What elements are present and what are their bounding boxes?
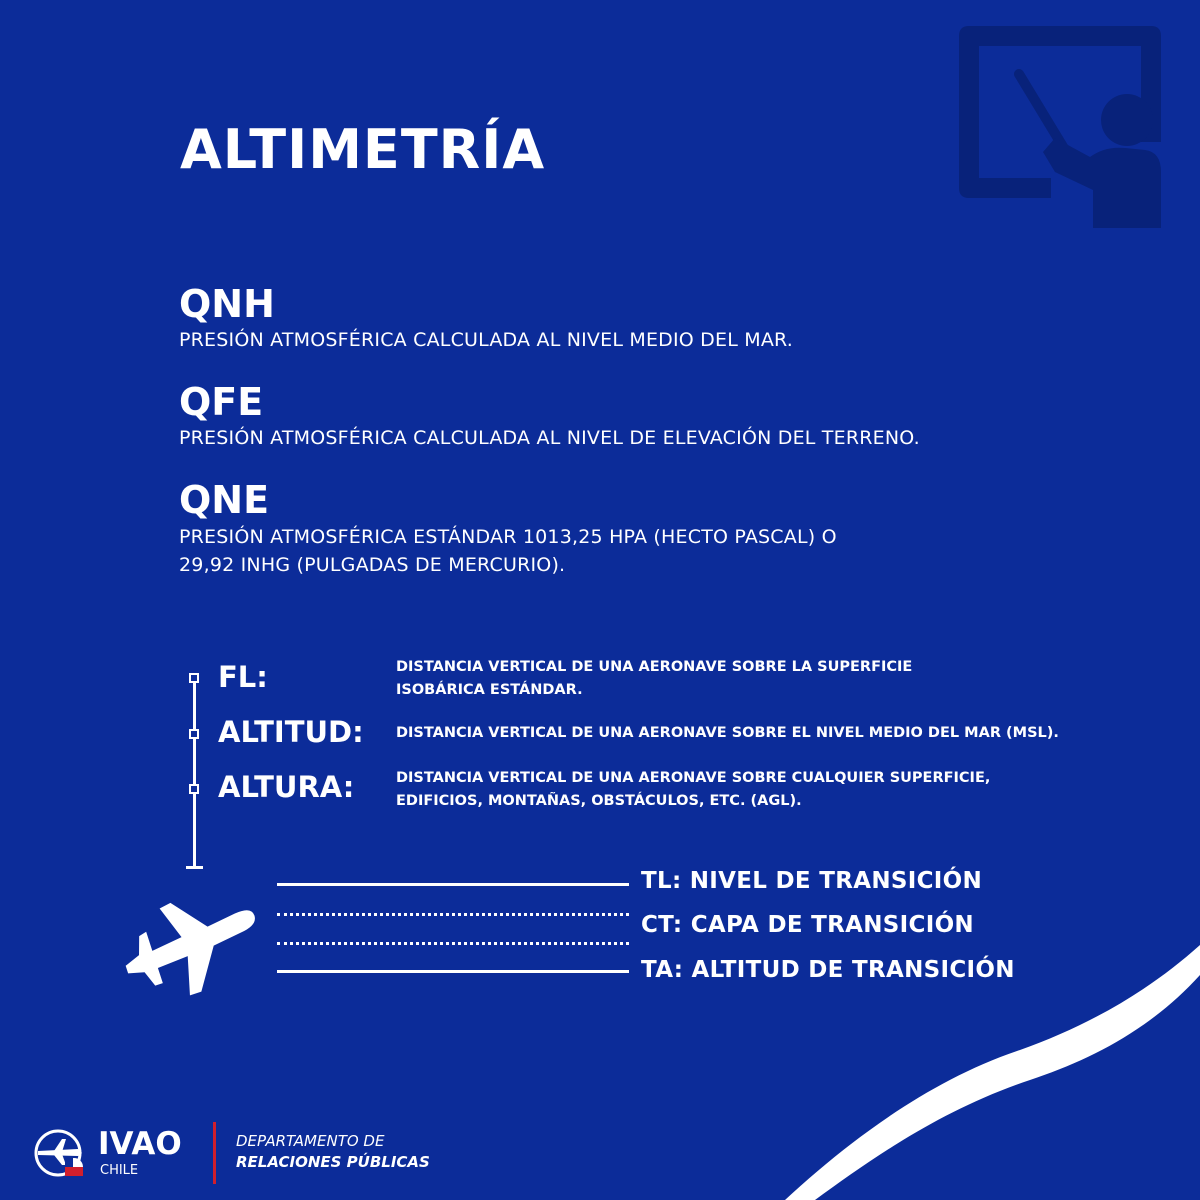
term-altitud: ALTITUD: <box>218 715 364 749</box>
definition-code-qne: QNE <box>179 478 270 522</box>
transition-label-ta: TA: ALTITUD DE TRANSICIÓN <box>641 957 1015 983</box>
brand-country: CHILE <box>100 1163 139 1178</box>
term-altura: ALTURA: <box>218 770 355 804</box>
transition-label-ct: CT: CAPA DE TRANSICIÓN <box>641 912 974 938</box>
brand-name: IVAO <box>98 1126 182 1162</box>
department-line2: RELACIONES PÚBLICAS <box>236 1153 430 1171</box>
page-title: ALTIMETRÍA <box>180 118 546 181</box>
term-fl: FL: <box>218 660 268 694</box>
ivao-logo-icon <box>32 1127 90 1179</box>
department-line1: DEPARTAMENTO DE <box>236 1132 385 1150</box>
definition-text-qne-line1: PRESIÓN ATMOSFÉRICA ESTÁNDAR 1013,25 HPA (HECTO PASCAL) O <box>179 526 837 548</box>
definition-code-qnh: QNH <box>179 282 275 326</box>
term-desc-altura-line1: DISTANCIA VERTICAL DE UNA AERONAVE SOBRE CUALQUIER SUPERFICIE, <box>396 770 991 786</box>
transition-label-tl: TL: NIVEL DE TRANSICIÓN <box>641 868 983 894</box>
definition-code-qfe: QFE <box>179 380 264 424</box>
term-desc-altitud: DISTANCIA VERTICAL DE UNA AERONAVE SOBRE EL NIVEL MEDIO DEL MAR (MSL). <box>396 725 1059 741</box>
term-desc-fl-line1: DISTANCIA VERTICAL DE UNA AERONAVE SOBRE LA SUPERFICIE <box>396 659 913 675</box>
term-desc-altura-line2: EDIFICIOS, MONTAÑAS, OBSTÁCULOS, ETC. (AGL). <box>396 793 802 809</box>
term-desc-fl-line2: ISOBÁRICA ESTÁNDAR. <box>396 682 583 698</box>
definition-text-qne-line2: 29,92 INHG (PULGADAS DE MERCURIO). <box>179 554 566 576</box>
definition-text-qnh: PRESIÓN ATMOSFÉRICA CALCULADA AL NIVEL MEDIO DEL MAR. <box>179 329 793 351</box>
footer-divider <box>213 1122 216 1184</box>
definition-text-qfe: PRESIÓN ATMOSFÉRICA CALCULADA AL NIVEL DE ELEVACIÓN DEL TERRENO. <box>179 427 920 449</box>
